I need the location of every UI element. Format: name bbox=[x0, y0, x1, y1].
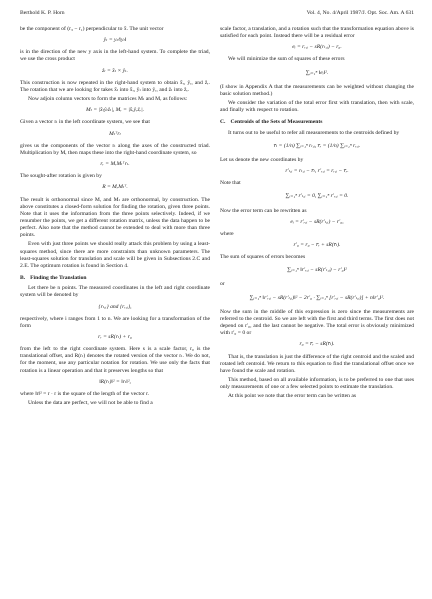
equation: Mₗᵀrₗ bbox=[109, 130, 121, 137]
right-column bbox=[220, 26, 414, 402]
paragraph: That is, the translation is just the difference of the right centroid and the scaled and rotated left centroid. We return to this equation to find the translational offset once we have found the scale and rotation. bbox=[220, 353, 414, 374]
equation: eᵢ = r′ᵣ,ᵢ − sR(r′ₗ,ᵢ) − r′₀, bbox=[290, 218, 344, 225]
equation: r′ₗ,ᵢ = rₗ,ᵢ − r̅ₗ, r′ᵣ,ᵢ = rᵣ,ᵢ − r̅ᵣ. bbox=[285, 168, 349, 175]
equation: r₀ = r̅ᵣ − sR(r̅ₗ). bbox=[299, 341, 335, 348]
paragraph: We consider the variation of the total error first with translation, then with scale, and finally with respect to rotation. bbox=[220, 100, 414, 114]
section-label: C. bbox=[220, 119, 226, 126]
paragraph: It turns out to be useful to refer all measurements to the centroids defined by bbox=[228, 129, 400, 136]
equation: eᵢ = rᵣ,ᵢ − sR(rₗ,ᵢ) − r₀. bbox=[292, 44, 342, 51]
header-citation: Vol. 4, No. 4/April 1987/J. Opt. Soc. Am. A 631 bbox=[306, 10, 414, 16]
paragraph: The result is orthonormal since Mᵣ and Mₗ are orthonormal, by construction. The above constitutes a closed-form solution for finding the rotation, given three points. Note that it uses the information from the three points selectively. Indeed, if we renumber the points, we get a different rotation matrix, unless the data happen to be perfect. Also note that the method cannot be extended to deal with more than three points. bbox=[20, 196, 210, 239]
equation: rᵣ = sR(rₗ) + r₀ bbox=[98, 334, 132, 340]
paragraph: Note that bbox=[220, 180, 241, 187]
section-title: Finding the Translation bbox=[30, 275, 87, 282]
paragraph: Now the sum in the middle of this expression is zero since the measurements are referred to the centroid. So we are left with the first and third terms. The first does not depend on r′₀, and the last cannot be negative. The total error is obviously minimized with r′₀ = 0 or bbox=[220, 308, 414, 337]
paragraph: Now the error term can be rewritten as bbox=[220, 207, 307, 214]
equation: ∑ᵢ₌₁ⁿ r′ₗ,ᵢ = 0, ∑ᵢ₌₁ⁿ r′ᵣ,ᵢ = 0. bbox=[285, 193, 349, 200]
paragraph: scale factor, a translation, and a rotation such that the transformation equation above is satisfied for each point. Instead there will be a residual error bbox=[220, 26, 414, 40]
section-heading-c bbox=[220, 119, 414, 126]
equation: ∑ᵢ₌₁ⁿ ‖r′ᵣ,ᵢ − sR(r′ₗ,ᵢ) − r′₀‖² bbox=[287, 267, 347, 274]
equation: Mₗ = |x̂ₗŷₗẑₗ|, Mᵣ = |x̂ᵣŷᵣẑᵣ|. bbox=[85, 107, 145, 114]
left-column bbox=[20, 26, 210, 409]
paragraph: where bbox=[220, 230, 234, 237]
paragraph: This method, based on all available information, is to be preferred to one that uses only measurements of one or a few selected points to estimate the translation. bbox=[220, 377, 414, 391]
paragraph: The sought-after rotation is given by bbox=[20, 173, 102, 180]
equation: r′₀ = r₀ − r̅ᵣ + sR(r̅ₗ). bbox=[293, 241, 341, 248]
paragraph: (I show in Appendix A that the measurements can be weighted without changing the basic solution method.) bbox=[220, 83, 414, 97]
section-label: B. bbox=[20, 275, 26, 282]
equation: r̅ₗ = (1/n) ∑ᵢ₌₁ⁿ rₗ,ᵢ, r̅ᵣ = (1/n) ∑ᵢ₌₁ⁿ rᵣ,ᵢ. bbox=[273, 142, 361, 149]
paragraph: At this point we note that the error term can be written as bbox=[228, 393, 356, 400]
header-author: Berthold K. P. Horn bbox=[20, 10, 65, 16]
paragraph: is in the direction of the new y axis in the left-hand system. To complete the triad, we use the cross product bbox=[20, 49, 210, 63]
paragraph: Let there be n points. The measured coordinates in the left and right coordinate system will be denoted by bbox=[20, 285, 210, 299]
equation: ∑ᵢ₌₁ⁿ ‖eᵢ‖². bbox=[305, 69, 329, 76]
paragraph: respectively, where i ranges from 1 to n. We are looking for a transformation of the form bbox=[20, 315, 210, 329]
paragraph: be the component of (r₃ − r₁) perpendicular to x̂. The unit vector bbox=[20, 26, 164, 32]
equation: {rₗ,ᵢ} and {rᵣ,ᵢ}, bbox=[98, 303, 132, 310]
paragraph: from the left to the right coordinate system. Here s is a scale factor, r₀ is the translational offset, and R(rₗ) denotes the rotated version of the vector rₗ. We do not, for the moment, use any particular notation for rotation. We use only the facts that rotation is a linear operation and that it preserves lengths so that bbox=[20, 346, 210, 374]
running-header bbox=[20, 8, 414, 18]
equation: ẑₗ = x̂ₗ × ŷₗ. bbox=[102, 67, 128, 74]
section-heading-b bbox=[20, 275, 210, 282]
section-title: Centroids of the Sets of Measurements bbox=[230, 119, 323, 126]
paragraph: where ‖r‖² = r · r is the square of the length of the vector r. bbox=[20, 390, 150, 397]
paragraph: The sum of squares of errors becomes bbox=[220, 254, 306, 261]
equation: R = MᵣMₗᵀ. bbox=[102, 184, 128, 191]
equation: ŷₗ = yₗ/‖yₗ‖ bbox=[103, 37, 127, 44]
paragraph: This construction is now repeated in the right-hand system to obtain x̂ᵣ, ŷᵣ, and ẑᵣ. The rotation that we are looking for takes x̂ₗ into x̂ᵣ, ŷₗ into ŷᵣ, and ẑₗ into ẑᵣ. bbox=[20, 79, 210, 93]
paragraph: or bbox=[220, 281, 225, 288]
paragraph: Given a vector rₗ in the left coordinate system, we see that bbox=[20, 119, 150, 126]
paragraph: Let us denote the new coordinates by bbox=[220, 156, 304, 163]
paragraph: Even with just three points we should really attack this problem by using a least-squares method, since there are more constraints than unknown parameters. The least-squares solution for translation and scale will be given in Subsections 2.C and 2.E. The optimum rotation is found in Section 4. bbox=[20, 241, 210, 269]
equation: rᵣ = MᵣMₗᵀrₗ. bbox=[100, 161, 130, 168]
equation: ‖R(rₗ)‖² = ‖rₗ‖², bbox=[99, 378, 131, 385]
equation: ∑ᵢ₌₁ⁿ ‖r′ᵣ,ᵢ − sR(r′ₗ,ᵢ)‖² − 2r′₀ · ∑ᵢ₌₁ⁿ [r′ᵣ,ᵢ − sR(r′ₗ,ᵢ)] + n‖r′₀‖². bbox=[249, 294, 385, 301]
paragraph: We will minimize the sum of squares of these errors bbox=[228, 56, 345, 63]
paragraph: Unless the data are perfect, we will not be able to find a bbox=[28, 400, 153, 407]
paragraph: gives us the components of the vector rₗ along the axes of the constructed triad. Multiplication by Mᵣ then maps these into the right-hand coordinate system, so bbox=[20, 142, 210, 156]
paragraph: Now adjoin column vectors to form the matrices Mₗ and Mᵣ as follows: bbox=[28, 96, 188, 103]
